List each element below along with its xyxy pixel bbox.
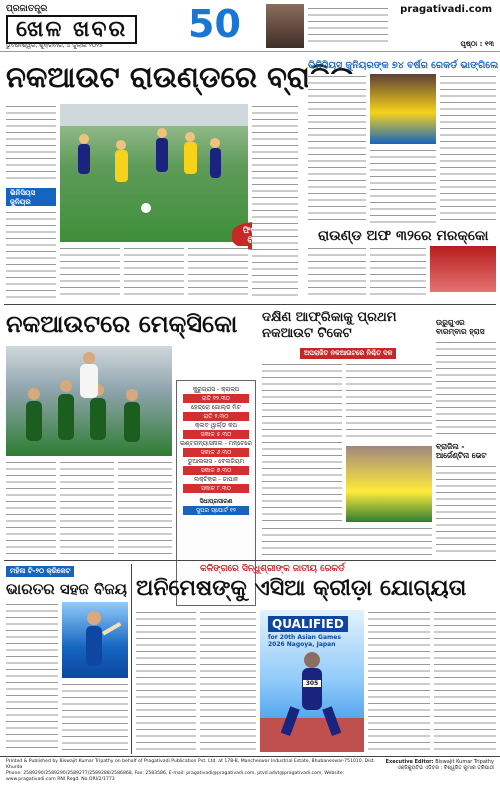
fixture-time: ସକାଳ ୮.୩୦ (183, 484, 249, 493)
issue-number: 50 (188, 2, 241, 46)
website-label: pragativadi.com (400, 4, 492, 15)
brazil-argentina-subhead: ବ୍ରାଜିଲ - ଆର୍ଜେଣ୍ଟିନା ଭେଟ (436, 442, 487, 460)
qualified-banner: QUALIFIED (268, 616, 348, 632)
divider-rule (4, 304, 496, 305)
fixture-label: କ୍ଲବ ୱାର୍ଲ୍ଡ କପ (194, 422, 238, 429)
lead-body-col-3 (124, 246, 184, 300)
fixture-time: ସକାଳ ୫.୩୦ (183, 430, 249, 439)
executive-editor (386, 759, 494, 771)
lead-photo-figures (60, 104, 248, 242)
sindhushree-headline: କଳିଙ୍ଗରେ ସିନ୍ଧୁଶ୍ରୀଙ୍କ ଜାତୀୟ ରେକର୍ଡ (200, 564, 345, 574)
editor-name: Biswajit Kumar Tripathy (435, 759, 494, 765)
cricket-player-figure (62, 602, 128, 678)
fixture-label: ହେନ୍ଦ୍ରୋ ଗୋଲ୍ଡ ମିଟ (191, 404, 241, 411)
mexico-col-3 (118, 460, 172, 556)
uruguay-body (436, 340, 496, 436)
masthead-columnist-photo (266, 4, 304, 48)
vinicius-photo (370, 74, 436, 144)
lead-body-col-2 (60, 246, 120, 300)
masthead-left (6, 4, 256, 50)
section-title: ଖେଳ ଖବର (6, 15, 137, 44)
fixture-time: ରାତି ୨.୩୦ (183, 412, 249, 421)
fixture-item (177, 403, 255, 421)
morocco-photo (430, 246, 496, 292)
mexico-celebration-photo (6, 346, 172, 456)
brand-name: ପ୍ରଜାତନ୍ତ୍ର (6, 4, 48, 14)
animesh-headline: ଅନିମେଷଙ୍କୁ ଏସିଆ କ୍ରୀଡ଼ା ଯୋଗ୍ୟତା (136, 576, 467, 601)
fixture-label: ଡୁଆଲଳାସ - ବେଲଜିୟମ (187, 458, 245, 465)
mexico-col-1 (6, 460, 56, 556)
animesh-col-1 (136, 610, 196, 752)
editor-label: Executive Editor: (385, 759, 434, 765)
masthead (0, 0, 500, 52)
dateline: ଭୁବନେଶ୍ୱର, ଶୁକ୍ରବାର, ୪ ଜୁଲାଇ ୨୦୨୫ (6, 42, 103, 49)
morocco-headline: ରାଉଣ୍ଡ ଅଫ ୩୨ରେ ମରକ୍କୋ (318, 228, 489, 244)
mexico-col-2 (60, 460, 114, 556)
fixture-label: ଲକ୍ଟିକ୍ର - ଜାପାନ (193, 476, 239, 483)
divider-rule (4, 560, 496, 561)
fixture-item (177, 439, 255, 457)
south-africa-col-2 (346, 362, 432, 442)
women-t20-tag: ମହିଳା ଟି-୨୦ କ୍ରିକେଟ (6, 566, 74, 577)
mexico-headline: ନକଆଉଟରେ ମେକ୍ସିକୋ (6, 310, 238, 338)
fixture-label: କୁରୁଗ୍ରାସ - କ୍ରାଳ୍ପ (192, 386, 240, 393)
imprint-line-1: Printed & Published by Biswajit Kumar Tripathy on behalf of Pragativadi Publication Pvt. Ltd. at 178-B, Mancheswar Industrial Estate, Bhubaneswar-751010, Dist. Khurda (6, 759, 376, 770)
fixture-item (177, 421, 255, 439)
south-africa-col-3 (262, 526, 432, 556)
broadcast-channel: ସୁପର ସ୍ପୋର୍ଟ ୧୨ (183, 506, 249, 515)
fixture-time: ସକାଳ ୬.୩୦ (183, 448, 249, 457)
page-number: ପୃଷ୍ଠା : ୧୩ (460, 40, 494, 48)
animesh-col-4 (434, 610, 496, 752)
fixture-item (177, 475, 255, 493)
cricket-headline: ଭାରତର ସହଜ ବିଜୟ (6, 580, 127, 598)
cricket-col-2 (62, 682, 128, 752)
fifa-club-world-cup-badge: ଫିଫା କ୍ଲବ ବିଶ୍ୱକପ (232, 222, 292, 250)
column-divider (131, 564, 132, 754)
south-africa-headline: ଦକ୍ଷିଣ ଆଫ୍ରିକାକୁ ପ୍ରଥମ ନକଆଉଟ ଟିକେଟ (262, 310, 397, 341)
morocco-col-1 (308, 246, 366, 300)
mexico-photo-figures (6, 346, 172, 456)
qualified-subtext: for 20th Asian Games 2026 Nagoya, Japan (268, 634, 341, 648)
broadcast-label: ସିଧାପ୍ରସାରଣ (199, 498, 233, 505)
brazil-argentina-body (436, 464, 496, 556)
cricket-col-1 (6, 602, 58, 752)
cricket-photo (62, 602, 128, 678)
lead-headline: ନକଆଉଟ ରାଉଣ୍ଡରେ ବ୍ରାଜିଲ (6, 60, 356, 94)
animesh-col-3 (368, 610, 430, 752)
fixture-time: ସକାଳ ୭.୩୦ (183, 466, 249, 475)
fixture-item (177, 385, 255, 403)
lead-body-col-5 (252, 104, 298, 300)
animesh-col-2 (200, 610, 256, 752)
editor-local: ଏକ୍ଜିକ୍ୟୁଟିଭ ଏଡିଟର : ବିଶ୍ୱଜିତ କୁମାର ତ୍ରିପାଠୀ (397, 765, 494, 771)
south-africa-photo (346, 446, 432, 522)
vinicius-col-2 (440, 74, 496, 224)
lead-photo-brazil-match (60, 104, 248, 242)
fixture-label: ଇଣ୍ଟରନ୍ୟାସନାଲ - ମନ୍ଟେରେ (180, 440, 252, 447)
imprint-line-2: Phone: 2589290/2589290/2589277/2589288/2586868, Fax: 2583586, E-mail: pragativadi@pragativadi.com, ptvd.advt@pragativadi.com, Website: www.pragativadi.com RNI Regd. No.ORI/2/1773 (6, 771, 345, 782)
uruguay-headline: ଉରୁଗୁଏର ବାରମ୍ବାର ହ୍ରାସ (436, 318, 485, 336)
lead-intro-text (6, 104, 56, 184)
morocco-col-2 (370, 246, 426, 300)
south-africa-col-1 (262, 362, 342, 522)
vinicius-subhead: ଭିନିସିୟସ ଜୁନିୟର (6, 188, 56, 206)
imprint-footer (0, 756, 500, 788)
fixture-time: ରାତି ୧୨.୩୦ (183, 394, 249, 403)
masthead-promo-text (308, 6, 388, 46)
bib-number: 305 (303, 680, 321, 687)
vinicius-col-3 (370, 148, 436, 224)
south-africa-caption: ଅପରାଜିତ ନକଆଉଟରେ ନିଶ୍ଚିତ ଦଳ (300, 348, 396, 359)
lead-left-body (6, 210, 56, 300)
animesh-qualified-photo (260, 610, 364, 752)
lead-body-col-4 (188, 246, 248, 300)
fixture-item (177, 457, 255, 475)
vinicius-record-headline: ଭିନିସିୟସ ଜୁନିୟରଙ୍କ ୭୪ ବର୍ଷର ରେକର୍ଡ ଭାଙ୍ଗିଲେ (308, 60, 499, 71)
vinicius-col-1 (308, 74, 366, 224)
